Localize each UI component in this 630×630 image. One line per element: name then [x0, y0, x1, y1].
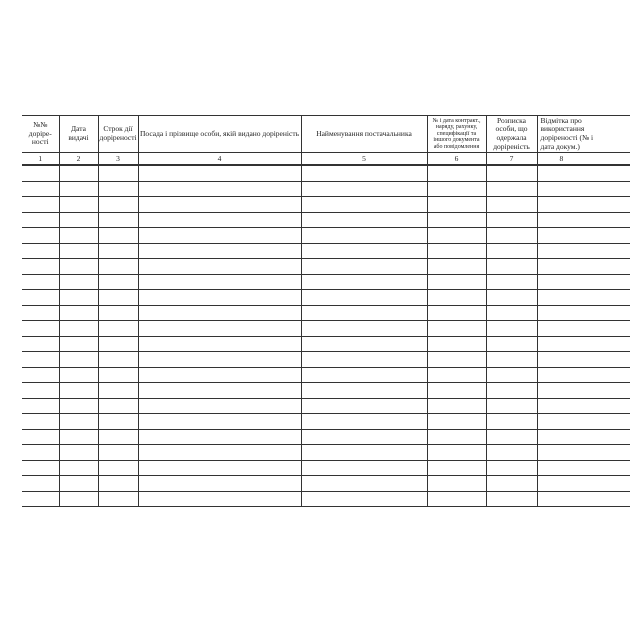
register-entry-cell	[59, 414, 98, 430]
register-entry-cell	[22, 243, 59, 259]
column-number: 3	[98, 153, 138, 166]
register-entry-cell	[486, 212, 537, 228]
register-entry-cell	[301, 290, 427, 306]
register-entry-cell	[98, 181, 138, 197]
register-entry-cell	[22, 429, 59, 445]
register-entry-cell	[98, 321, 138, 337]
register-entry-cell	[537, 491, 630, 507]
register-entry-cell	[59, 476, 98, 492]
register-entry-cell	[98, 398, 138, 414]
register-entry-cell	[427, 165, 486, 181]
register-entry-cell	[59, 197, 98, 213]
column-number: 1	[22, 153, 59, 166]
register-entry-cell	[22, 491, 59, 507]
register-entry-cell	[301, 305, 427, 321]
register-entry-cell	[486, 491, 537, 507]
register-entry-cell	[537, 321, 630, 337]
register-entry-cell	[301, 274, 427, 290]
register-entry-cell	[301, 414, 427, 430]
register-entry-cell	[301, 212, 427, 228]
register-entry-cell	[427, 290, 486, 306]
register-entry-row	[22, 305, 630, 321]
register-entry-cell	[138, 398, 301, 414]
register-entry-cell	[22, 336, 59, 352]
register-entry-cell	[537, 197, 630, 213]
register-entry-row	[22, 398, 630, 414]
register-entry-cell	[138, 305, 301, 321]
register-entry-cell	[537, 212, 630, 228]
register-entry-cell	[486, 290, 537, 306]
register-entry-cell	[427, 429, 486, 445]
register-entry-cell	[427, 274, 486, 290]
register-entry-cell	[427, 476, 486, 492]
register-entry-cell	[59, 165, 98, 181]
register-entry-cell	[22, 460, 59, 476]
register-entry-cell	[427, 259, 486, 275]
register-entry-cell	[98, 476, 138, 492]
register-entry-row	[22, 165, 630, 181]
register-entry-cell	[98, 290, 138, 306]
register-entry-cell	[59, 305, 98, 321]
register-entry-cell	[138, 274, 301, 290]
register-entry-cell	[98, 243, 138, 259]
register-entry-cell	[59, 290, 98, 306]
register-entry-cell	[98, 367, 138, 383]
register-entry-cell	[486, 445, 537, 461]
register-entry-cell	[427, 212, 486, 228]
register-entry-cell	[301, 243, 427, 259]
register-entry-cell	[427, 305, 486, 321]
register-entry-cell	[98, 383, 138, 399]
register-entry-cell	[301, 367, 427, 383]
register-entry-cell	[59, 460, 98, 476]
register-entry-cell	[98, 414, 138, 430]
register-entry-cell	[59, 398, 98, 414]
register-entry-cell	[537, 445, 630, 461]
register-entry-cell	[486, 414, 537, 430]
register-entry-cell	[138, 259, 301, 275]
register-entry-cell	[22, 383, 59, 399]
register-entry-row	[22, 414, 630, 430]
register-entry-cell	[138, 212, 301, 228]
register-entry-cell	[537, 259, 630, 275]
register-entry-row	[22, 367, 630, 383]
register-entry-cell	[486, 352, 537, 368]
register-entry-cell	[301, 181, 427, 197]
register-entry-cell	[537, 228, 630, 244]
register-entry-cell	[98, 429, 138, 445]
register-entry-cell	[98, 228, 138, 244]
register-entry-cell	[22, 165, 59, 181]
register-entry-cell	[427, 243, 486, 259]
register-entry-cell	[98, 259, 138, 275]
register-entry-row	[22, 197, 630, 213]
register-entry-row	[22, 181, 630, 197]
register-entry-cell	[486, 305, 537, 321]
register-table	[22, 116, 630, 507]
register-entry-cell	[138, 228, 301, 244]
register-entry-cell	[486, 165, 537, 181]
register-entry-cell	[301, 460, 427, 476]
register-entry-cell	[537, 181, 630, 197]
column-header-contract-document: № і дата контракт., наряду, рахунку, специфікації та іншого документа або повідомлення	[427, 116, 486, 153]
register-entry-cell	[537, 290, 630, 306]
register-entry-row	[22, 212, 630, 228]
register-entry-cell	[427, 445, 486, 461]
register-entry-cell	[22, 305, 59, 321]
register-entry-cell	[59, 321, 98, 337]
register-entry-cell	[427, 336, 486, 352]
register-entry-cell	[537, 476, 630, 492]
register-entry-cell	[486, 321, 537, 337]
register-entry-cell	[98, 336, 138, 352]
register-entry-cell	[59, 243, 98, 259]
register-entry-cell	[301, 197, 427, 213]
register-entry-cell	[138, 476, 301, 492]
register-entry-cell	[22, 321, 59, 337]
register-entry-cell	[22, 352, 59, 368]
register-entry-cell	[301, 429, 427, 445]
register-entry-cell	[98, 491, 138, 507]
register-entry-cell	[98, 445, 138, 461]
column-number: 5	[301, 153, 427, 166]
column-number: 2	[59, 153, 98, 166]
register-entry-cell	[427, 383, 486, 399]
register-entry-cell	[537, 460, 630, 476]
register-entry-cell	[427, 414, 486, 430]
register-entry-cell	[486, 228, 537, 244]
register-entry-cell	[98, 197, 138, 213]
register-entry-cell	[138, 460, 301, 476]
register-entry-cell	[537, 336, 630, 352]
column-header-recipient-position-name: Посада і прізвище особи, якій видано доріреність	[138, 116, 301, 153]
register-entry-cell	[427, 321, 486, 337]
register-entry-cell	[59, 228, 98, 244]
register-entry-row	[22, 491, 630, 507]
register-entry-cell	[138, 445, 301, 461]
register-entry-cell	[486, 243, 537, 259]
register-entry-row	[22, 445, 630, 461]
register-entry-cell	[98, 274, 138, 290]
register-entry-cell	[427, 228, 486, 244]
register-entry-cell	[486, 383, 537, 399]
column-number-row	[22, 153, 630, 166]
register-entry-cell	[301, 352, 427, 368]
register-entry-cell	[98, 352, 138, 368]
column-number: 7	[486, 153, 537, 166]
register-entry-cell	[486, 476, 537, 492]
column-header-usage-mark: Відмітка про використання доріреності (№ і дата докум.)	[537, 116, 630, 153]
register-entry-cell	[138, 491, 301, 507]
register-entry-cell	[138, 290, 301, 306]
register-entry-cell	[537, 352, 630, 368]
register-entry-cell	[537, 165, 630, 181]
column-header-supplier-name: Найменування постачальника	[301, 116, 427, 153]
register-entry-cell	[427, 398, 486, 414]
register-entry-cell	[537, 414, 630, 430]
register-entry-cell	[138, 197, 301, 213]
register-entry-row	[22, 321, 630, 337]
register-entry-cell	[427, 181, 486, 197]
register-entry-cell	[537, 305, 630, 321]
register-entry-cell	[59, 445, 98, 461]
column-header-issue-date: Дата видачі	[59, 116, 98, 153]
register-entry-cell	[301, 321, 427, 337]
empty-rows	[22, 165, 630, 507]
register-entry-cell	[98, 165, 138, 181]
register-entry-cell	[537, 398, 630, 414]
register-entry-cell	[486, 181, 537, 197]
register-entry-cell	[22, 181, 59, 197]
register-entry-cell	[98, 305, 138, 321]
register-entry-cell	[22, 445, 59, 461]
register-entry-cell	[138, 352, 301, 368]
register-entry-row	[22, 352, 630, 368]
register-entry-cell	[22, 476, 59, 492]
register-entry-cell	[138, 165, 301, 181]
register-entry-row	[22, 460, 630, 476]
power-of-attorney-register	[22, 115, 630, 507]
register-entry-cell	[537, 383, 630, 399]
register-entry-cell	[59, 274, 98, 290]
register-entry-cell	[427, 460, 486, 476]
register-entry-row	[22, 259, 630, 275]
register-entry-cell	[537, 243, 630, 259]
register-entry-cell	[138, 321, 301, 337]
register-entry-cell	[537, 429, 630, 445]
register-entry-cell	[59, 383, 98, 399]
register-entry-cell	[59, 367, 98, 383]
register-entry-cell	[59, 429, 98, 445]
register-entry-cell	[486, 460, 537, 476]
register-entry-row	[22, 274, 630, 290]
register-entry-row	[22, 290, 630, 306]
register-entry-cell	[537, 367, 630, 383]
register-entry-row	[22, 336, 630, 352]
column-number: 8	[537, 153, 630, 166]
register-entry-cell	[427, 352, 486, 368]
register-entry-cell	[138, 414, 301, 430]
register-entry-row	[22, 243, 630, 259]
register-entry-cell	[301, 336, 427, 352]
register-entry-cell	[59, 212, 98, 228]
register-entry-cell	[301, 165, 427, 181]
column-number: 4	[138, 153, 301, 166]
register-entry-cell	[59, 259, 98, 275]
register-entry-cell	[138, 383, 301, 399]
register-entry-cell	[427, 197, 486, 213]
register-entry-cell	[22, 228, 59, 244]
register-entry-cell	[427, 491, 486, 507]
register-entry-cell	[486, 398, 537, 414]
register-entry-cell	[486, 336, 537, 352]
register-entry-cell	[59, 352, 98, 368]
register-entry-cell	[22, 398, 59, 414]
register-entry-cell	[301, 228, 427, 244]
register-entry-cell	[138, 243, 301, 259]
register-entry-cell	[427, 367, 486, 383]
register-entry-cell	[98, 212, 138, 228]
register-entry-cell	[537, 274, 630, 290]
register-entry-cell	[98, 460, 138, 476]
register-entry-cell	[22, 197, 59, 213]
header-row	[22, 116, 630, 153]
register-entry-cell	[486, 259, 537, 275]
register-entry-cell	[138, 181, 301, 197]
register-entry-cell	[301, 476, 427, 492]
register-entry-cell	[138, 336, 301, 352]
register-entry-cell	[22, 212, 59, 228]
column-number: 6	[427, 153, 486, 166]
register-entry-row	[22, 383, 630, 399]
register-entry-cell	[301, 491, 427, 507]
register-entry-row	[22, 476, 630, 492]
register-entry-cell	[301, 259, 427, 275]
register-entry-cell	[22, 290, 59, 306]
register-entry-cell	[486, 367, 537, 383]
register-entry-cell	[301, 445, 427, 461]
register-entry-cell	[301, 398, 427, 414]
register-entry-cell	[59, 491, 98, 507]
register-entry-cell	[22, 367, 59, 383]
column-header-attorney-number: №№ доріре-ності	[28, 120, 52, 147]
register-entry-cell	[22, 259, 59, 275]
column-header-validity-period: Строк дії доріреності	[98, 116, 138, 153]
register-entry-cell	[486, 429, 537, 445]
register-entry-row	[22, 429, 630, 445]
register-entry-cell	[59, 181, 98, 197]
register-entry-cell	[59, 336, 98, 352]
register-entry-cell	[22, 274, 59, 290]
register-entry-cell	[486, 197, 537, 213]
column-header-recipient-signature: Розписка особи, що одержала доріреність	[486, 116, 537, 153]
register-entry-cell	[301, 383, 427, 399]
register-entry-row	[22, 228, 630, 244]
register-entry-cell	[22, 414, 59, 430]
register-entry-cell	[486, 274, 537, 290]
register-entry-cell	[138, 367, 301, 383]
register-entry-cell	[138, 429, 301, 445]
